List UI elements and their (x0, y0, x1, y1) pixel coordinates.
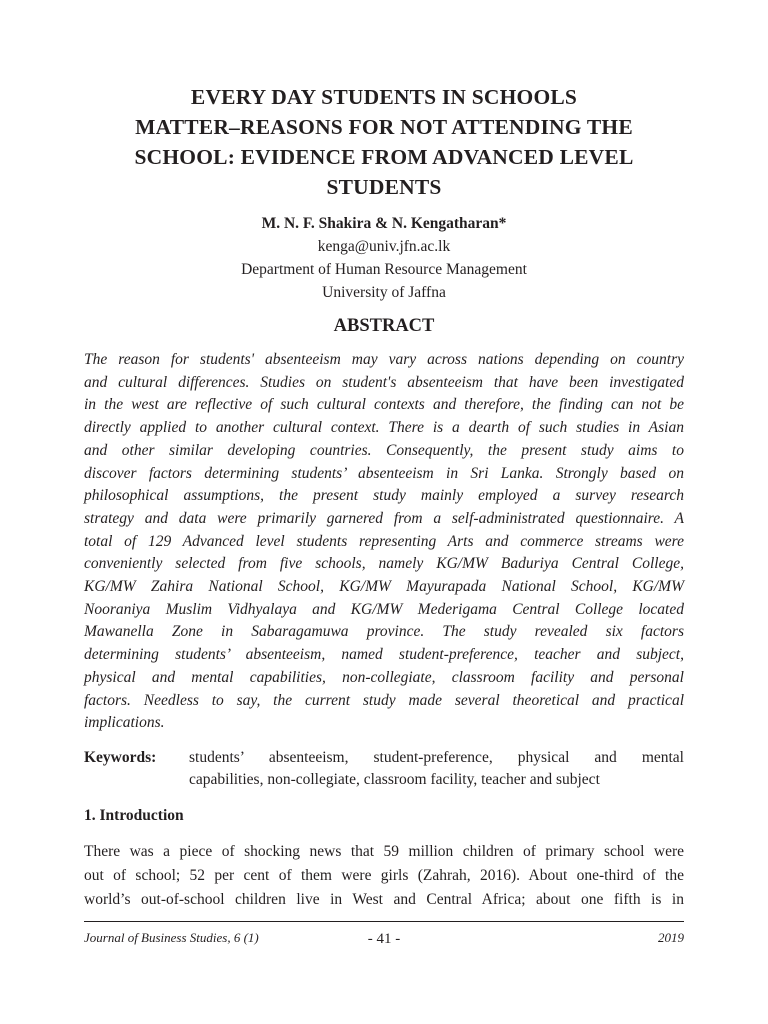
introduction-line: There was a piece of shocking news that 59 million children of primary school were (84, 843, 684, 860)
section-heading-introduction: 1. Introduction (84, 807, 184, 824)
author-email: kenga@univ.jfn.ac.lk (317, 238, 451, 255)
footer-divider (84, 921, 684, 922)
abstract-line: in the west are reflective of such cultural contexts and therefore, the finding can not be (84, 396, 684, 414)
abstract-line: philosophical assumptions, the present study mainly employed a survey research (84, 487, 684, 505)
abstract-line: physical and mental capabilities, non-collegiate, classroom facility and personal (84, 668, 684, 686)
keywords-line: students’ absenteeism, student-preference, physical and mental (189, 749, 684, 766)
introduction-body (84, 840, 684, 912)
abstract-line: and cultural differences. Studies on student's absenteeism that have been investigated (84, 373, 684, 391)
title-line: STUDENTS (326, 175, 442, 199)
abstract-body (84, 349, 684, 735)
footer-page-number: - 41 - (367, 931, 401, 947)
title-line: SCHOOL: EVIDENCE FROM ADVANCED LEVEL (134, 145, 634, 169)
author-block (84, 212, 684, 304)
introduction-line: out of school; 52 per cent of them were girls (Zahrah, 2016). About one-third of the (84, 867, 684, 884)
author-university: University of Jaffna (322, 284, 446, 301)
keywords-line: capabilities, non-collegiate, classroom facility, teacher and subject (189, 771, 600, 788)
author-names: M. N. F. Shakira & N. Kengatharan* (261, 215, 507, 232)
abstract-line: Mawanella Zone in Sabaragamuwa province. The study revealed six factors (84, 623, 684, 641)
abstract-heading: ABSTRACT (333, 316, 435, 336)
abstract-line: total of 129 Advanced level students representing Arts and commerce streams were (84, 532, 684, 550)
abstract-line: directly applied to another cultural context. There is a dearth of such studies in Asian (84, 419, 684, 437)
keywords-label: Keywords: (84, 749, 157, 766)
abstract-line: implications. (84, 714, 165, 732)
abstract-line: The reason for students' absenteeism may vary across nations depending on country (84, 351, 684, 368)
footer-year: 2019 (658, 930, 684, 945)
abstract-line: factors. Needless to say, the current study made several theoretical and practical (84, 691, 684, 709)
abstract-line: conveniently selected from five schools, namely KG/MW Baduriya Central College, (84, 555, 684, 573)
introduction-line: world’s out-of-school children live in West and Central Africa; about one fifth is in (84, 891, 684, 908)
author-department: Department of Human Resource Management (241, 261, 527, 278)
paper-title (84, 82, 684, 202)
page-footer (84, 928, 684, 948)
abstract-line: strategy and data were primarily garnered from a self-administrated questionnaire. A (84, 509, 684, 527)
title-line: EVERY DAY STUDENTS IN SCHOOLS (190, 85, 578, 109)
title-line: MATTER–REASONS FOR NOT ATTENDING THE (135, 115, 633, 139)
abstract-line: KG/MW Zahira National School, KG/MW Mayurapada National School, KG/MW (84, 578, 684, 596)
abstract-line: Nooraniya Muslim Vidhyalaya and KG/MW Mederigama Central College located (84, 600, 684, 618)
abstract-line: discover factors determining students’ absenteeism in Sri Lanka. Strongly based on (84, 464, 684, 482)
paper-page (84, 0, 684, 1024)
abstract-line: determining students’ absenteeism, named student-preference, teacher and subject, (84, 646, 684, 664)
abstract-line: and other similar developing countries. Consequently, the present study aims to (84, 441, 684, 459)
keywords-text (189, 747, 684, 791)
footer-journal: Journal of Business Studies, 6 (1) (84, 930, 259, 945)
